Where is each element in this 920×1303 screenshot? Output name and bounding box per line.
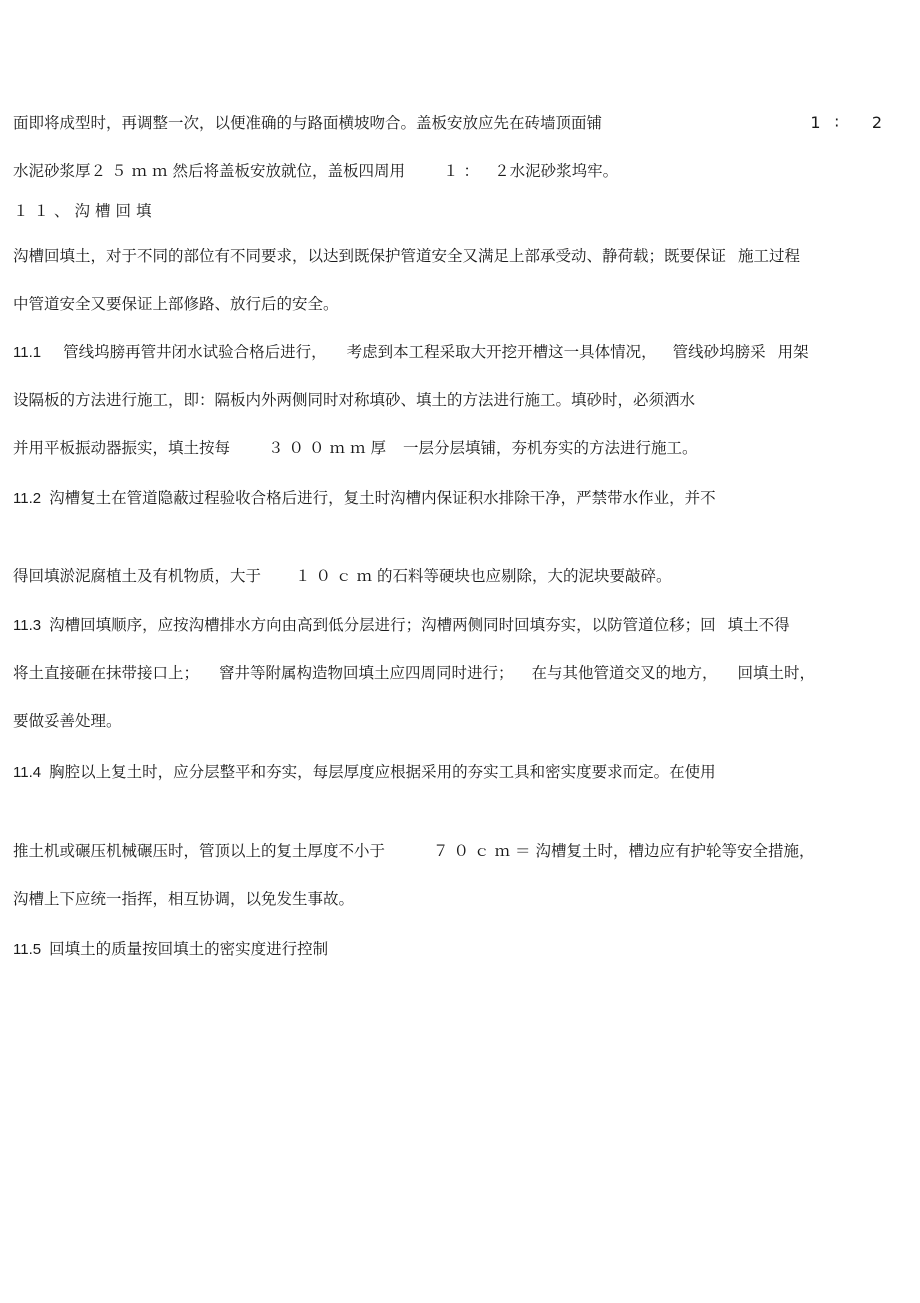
ratio-text: 1∶ 2 xyxy=(810,113,896,132)
text-segment: 要做妥善处理。 xyxy=(13,712,122,730)
text-segment: 沟槽回填顺序，应按沟槽排水方向由高到低分层进行；沟槽两侧同时回填夯实，以防管道位移；回 xyxy=(49,616,716,634)
paragraph-line xyxy=(13,889,354,909)
text-segment: 中管道安全又要保证上部修路、放行后的安全。 xyxy=(13,295,339,313)
text-segment: 将土直接砸在抹带接口上； xyxy=(13,664,200,682)
text-segment: 设隔板的方法进行施工，即：隔板内外两侧同时对称填砂、填土的方法进行施工。填砂时，必须洒水 xyxy=(13,391,696,409)
text-segment: 管线坞膀再管井闭水试验合格后进行， xyxy=(63,343,327,361)
text-segment: 得回填淤泥腐植土及有机物质，大于 xyxy=(13,567,262,585)
heading-text: １１、沟槽回填 xyxy=(13,202,157,220)
clause-number: 11.2 xyxy=(13,490,42,507)
ratio-text: １： xyxy=(443,162,485,180)
measure-text: ７０ｃｍ＝ xyxy=(433,842,536,860)
paragraph-line xyxy=(13,566,672,586)
paragraph-line xyxy=(13,663,815,683)
text-segment: 水泥砂浆厚 xyxy=(13,162,91,180)
text-segment: 一层分层填铺，夯机夯实的方法进行施工。 xyxy=(403,439,698,457)
text-segment: 胸腔以上复土时，应分层整平和夯实，每层厚度应根据采用的夯实工具和密实度要求而定。在使用 xyxy=(49,763,716,781)
clause-number: 11.5 xyxy=(13,941,42,958)
text-segment: 并用平板振动器振实，填土按每 xyxy=(13,439,231,457)
text-segment: 用架 xyxy=(777,343,809,361)
paragraph-line xyxy=(13,390,695,410)
text-segment: 考虑到本工程采取大开挖开槽这一具体情况， xyxy=(346,343,657,361)
measure-text: ２５ｍｍ xyxy=(90,162,173,180)
clause-number: 11.3 xyxy=(13,617,42,634)
paragraph-line xyxy=(13,615,790,636)
text-segment: 沟槽复土时，槽边应有护轮等安全措施， xyxy=(535,842,815,860)
paragraph-line xyxy=(13,841,815,861)
text-segment: 管线砂坞膀采 xyxy=(672,343,766,361)
paragraph-line xyxy=(13,488,716,509)
text-segment: 窨井等附属构造物回填土应四周同时进行； xyxy=(219,664,514,682)
paragraph-line xyxy=(13,113,602,133)
measure-text: ３００ｍｍ厚 xyxy=(268,439,392,457)
text-segment: 回填土的质量按回填土的密实度进行控制 xyxy=(49,940,329,958)
text-segment: 填土不得 xyxy=(727,616,790,634)
paragraph-line xyxy=(13,939,328,960)
text-segment: 沟槽复土在管道隐蔽过程验收合格后进行，复土时沟槽内保证积水排除干净，严禁带水作业，并不 xyxy=(49,489,716,507)
paragraph-line xyxy=(13,294,339,314)
text-segment: 沟槽上下应统一指挥，相互协调，以免发生事故。 xyxy=(13,890,355,908)
text-segment: 在与其他管道交叉的地方， xyxy=(531,664,718,682)
text-segment: 施工过程 xyxy=(738,247,801,265)
section-heading xyxy=(13,201,157,221)
measure-text: １０ｃｍ xyxy=(295,567,378,585)
text-segment: 回填土时， xyxy=(737,664,816,682)
paragraph-line xyxy=(13,711,122,731)
text-segment: 推土机或碾压机械碾压时，管顶以上的复土厚度不小于 xyxy=(13,842,386,860)
text-segment: 面即将成型时，再调整一次，以便准确的与路面横坡吻合。盖板安放应先在砖墙顶面铺 xyxy=(13,114,603,132)
paragraph-line xyxy=(13,342,809,363)
text-segment: ２水泥砂浆坞牢。 xyxy=(494,162,619,180)
clause-number: 11.1 xyxy=(13,344,42,361)
text-segment: 沟槽回填土，对于不同的部位有不同要求，以达到既保护管道安全又满足上部承受动、静荷载；既要保证 xyxy=(13,247,727,265)
text-segment: 的石料等硬块也应剔除，大的泥块要敲碎。 xyxy=(377,567,672,585)
clause-number: 11.4 xyxy=(13,764,42,781)
text-segment: 然后将盖板安放就位，盖板四周用 xyxy=(172,162,406,180)
paragraph-line xyxy=(13,762,716,783)
paragraph-line xyxy=(13,161,618,181)
paragraph-line xyxy=(13,246,800,266)
paragraph-line xyxy=(13,438,698,458)
